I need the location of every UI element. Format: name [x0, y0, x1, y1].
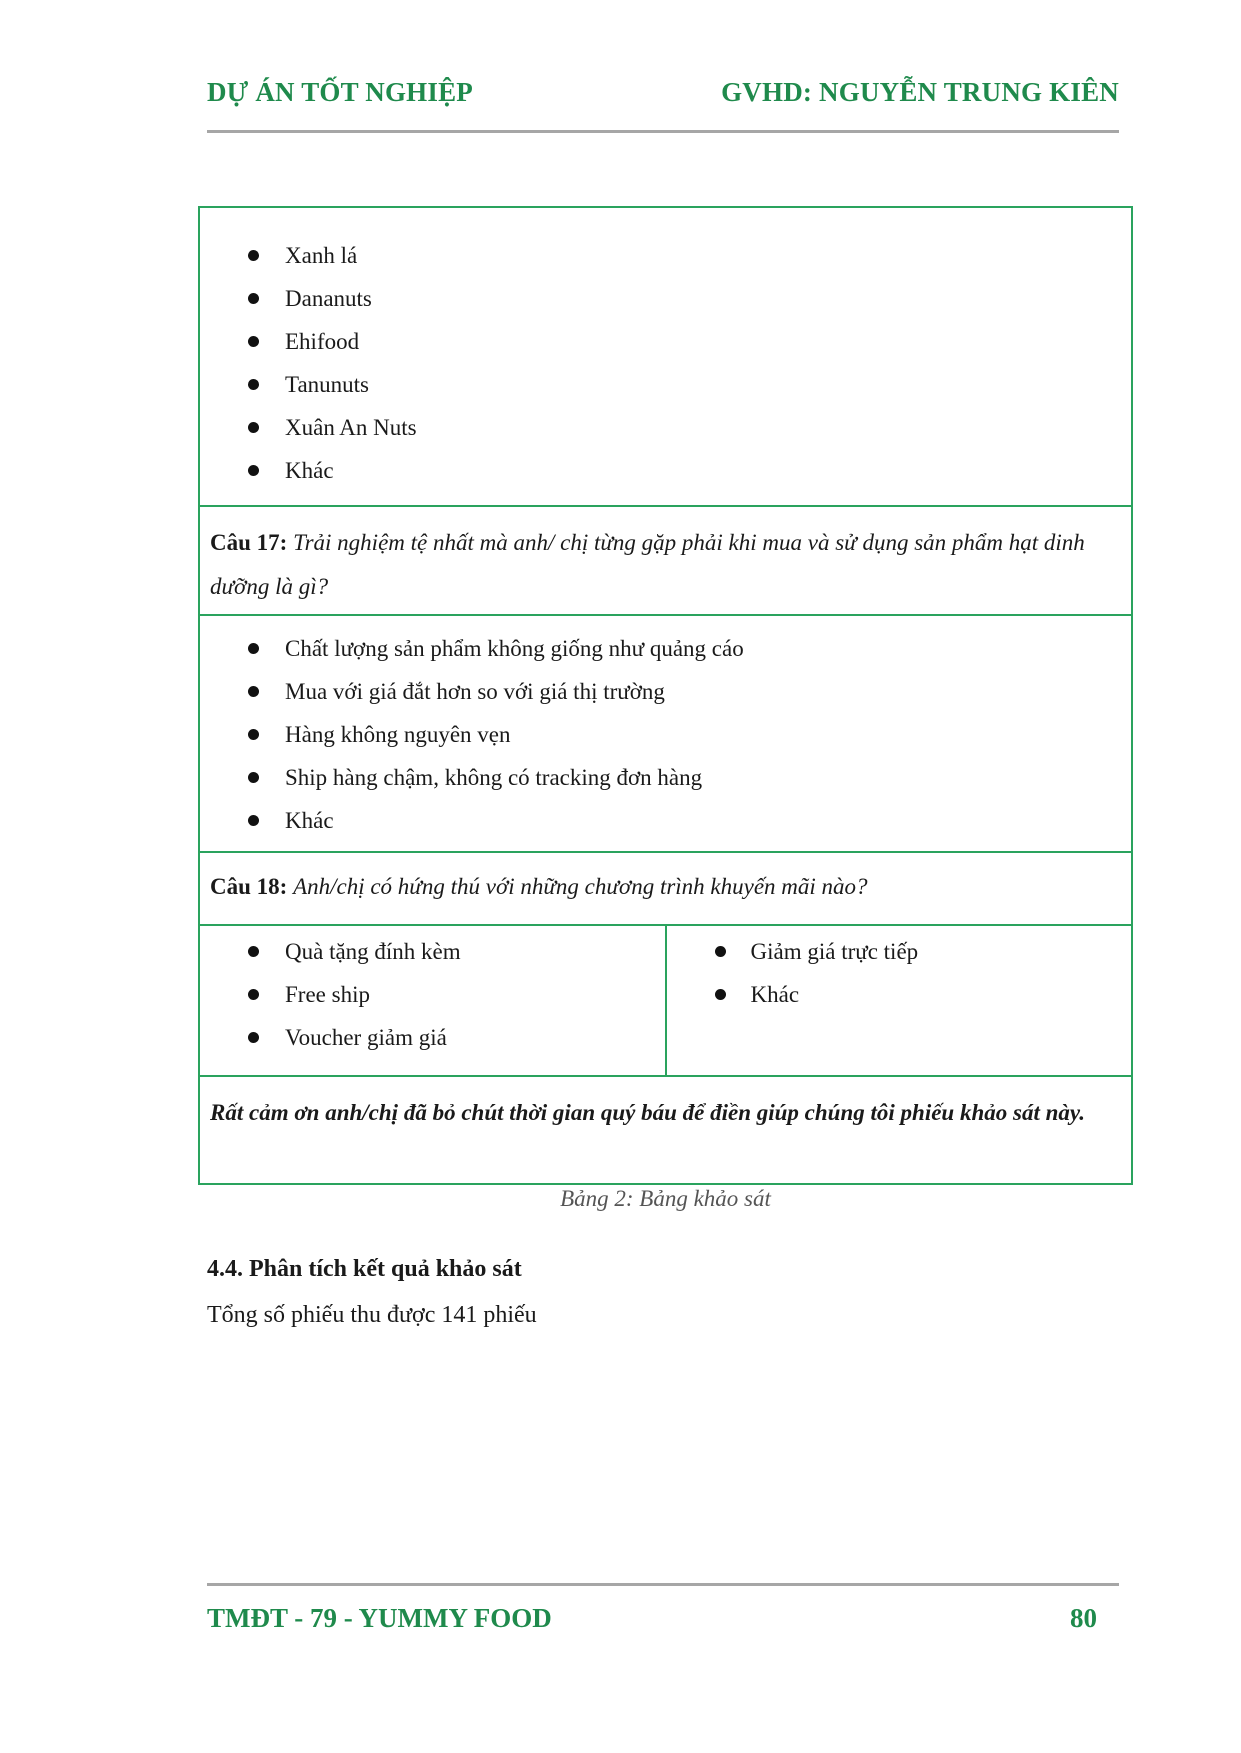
list-item: Mua với giá đắt hơn so với giá thị trường	[200, 670, 1131, 713]
list-item: Khác	[200, 449, 1131, 492]
survey-table	[198, 206, 1133, 1185]
bullet-icon	[248, 815, 259, 826]
list-item: Tanunuts	[200, 363, 1131, 406]
question-17-label: Câu 17:	[210, 530, 288, 555]
header-project-title: DỰ ÁN TỐT NGHIỆP	[207, 76, 473, 107]
page-footer	[207, 1600, 1097, 1636]
bullet-icon	[248, 989, 259, 1000]
question-18-text: Anh/chị có hứng thú với những chương trình khuyến mãi nào?	[293, 874, 868, 899]
bullet-icon	[248, 643, 259, 654]
bullet-icon	[248, 1032, 259, 1043]
bullet-icon	[248, 772, 259, 783]
section-body: Tổng số phiếu thu được 141 phiếu	[207, 1302, 537, 1328]
bullet-icon	[248, 379, 259, 390]
list-item: Ehifood	[200, 320, 1131, 363]
list-item: Khác	[200, 799, 1131, 842]
bullet-icon	[715, 946, 726, 957]
section-title: 4.4. Phân tích kết quả khảo sát	[207, 1256, 522, 1282]
list-item: Giảm giá trực tiếp	[667, 930, 1132, 973]
bullet-icon	[248, 293, 259, 304]
question-17	[200, 505, 1131, 614]
header-advisor: GVHD: NGUYỄN TRUNG KIÊN	[721, 76, 1119, 107]
footer-title: TMĐT - 79 - YUMMY FOOD	[207, 1602, 552, 1633]
question-18-label: Câu 18:	[210, 874, 288, 899]
bullet-icon	[248, 465, 259, 476]
list-item: Dananuts	[200, 277, 1131, 320]
list-item: Chất lượng sản phẩm không giống như quảng cáo	[200, 627, 1131, 670]
list-item: Quà tặng đính kèm	[200, 930, 665, 973]
list-item: Xanh lá	[200, 234, 1131, 277]
bullet-icon	[715, 989, 726, 1000]
thank-you-text: Rất cảm ơn anh/chị đã bỏ chút thời gian quý báu để điền giúp chúng tôi phiếu khảo sát này.	[210, 1100, 1085, 1125]
header-divider	[207, 130, 1119, 133]
brand-options-row	[200, 208, 1131, 505]
list-item: Free ship	[200, 973, 665, 1016]
list-item: Hàng không nguyên vẹn	[200, 713, 1131, 756]
page-header	[207, 74, 1119, 110]
bullet-icon	[248, 422, 259, 433]
bullet-icon	[248, 729, 259, 740]
footer-divider	[207, 1583, 1119, 1586]
bullet-icon	[248, 336, 259, 347]
question-18-options-row	[200, 924, 1131, 1075]
thank-you-row	[200, 1075, 1131, 1183]
list-item: Ship hàng chậm, không có tracking đơn hàng	[200, 756, 1131, 799]
question-17-options-row	[200, 614, 1131, 851]
question-17-options	[200, 616, 1131, 852]
bullet-icon	[248, 250, 259, 261]
bullet-icon	[248, 686, 259, 697]
question-18	[200, 851, 1131, 924]
bullet-icon	[248, 946, 259, 957]
list-item: Voucher giảm giá	[200, 1016, 665, 1059]
brand-options-list	[200, 210, 1131, 502]
question-18-options-right	[667, 926, 1132, 1075]
table-caption: Bảng 2: Bảng khảo sát	[560, 1186, 771, 1211]
question-17-text: Trải nghiệm tệ nhất mà anh/ chị từng gặp phải khi mua và sử dụng sản phẩm hạt dinh dưỡng là gì?	[210, 530, 1085, 599]
list-item: Khác	[667, 973, 1132, 1016]
page-number: 80	[1070, 1602, 1097, 1633]
question-18-options-left	[200, 926, 667, 1075]
list-item: Xuân An Nuts	[200, 406, 1131, 449]
